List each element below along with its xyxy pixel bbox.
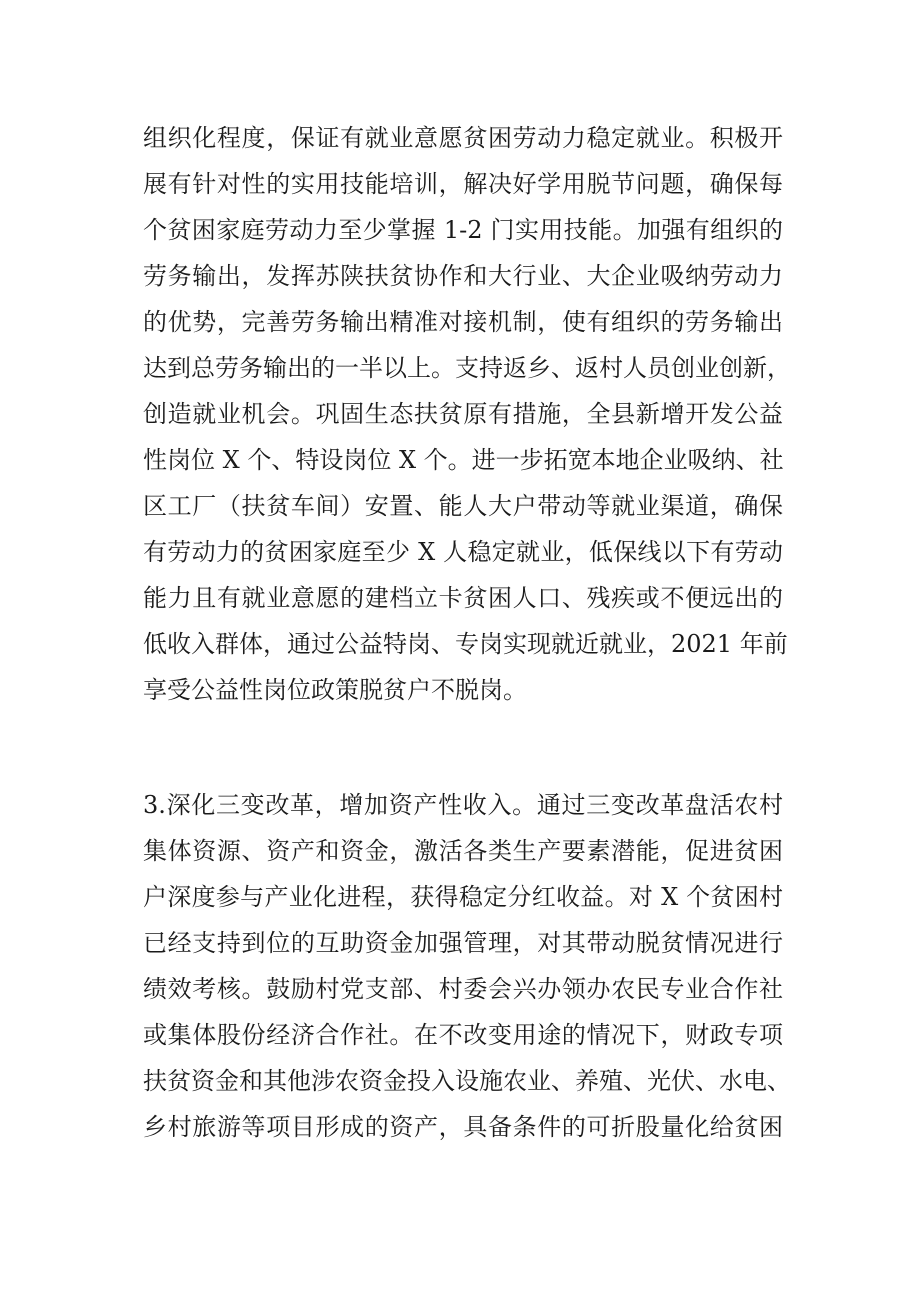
text-line: 能力且有就业意愿的建档立卡贫困人口、残疾或不便远出的	[143, 584, 783, 612]
text-line: 绩效考核。鼓励村党支部、村委会兴办领办农民专业合作社	[143, 975, 783, 1003]
text-line: 扶贫资金和其他涉农资金投入设施农业、养殖、光伏、水电、	[143, 1067, 791, 1095]
text-line: 性岗位 X 个、特设岗位 X 个。进一步拓宽本地企业吸纳、社	[143, 446, 784, 474]
text-line: 创造就业机会。巩固生态扶贫原有措施，全县新增开发公益	[143, 400, 783, 428]
text-line: 有劳动力的贫困家庭至少 X 人稳定就业，低保线以下有劳动	[143, 538, 783, 566]
paragraph-employment	[143, 115, 791, 713]
text-line: 低收入群体，通过公益特岗、专岗实现就近就业，2021 年前	[143, 630, 788, 658]
text-line: 乡村旅游等项目形成的资产，具备条件的可折股量化给贫困	[143, 1113, 783, 1141]
text-line: 或集体股份经济合作社。在不改变用途的情况下，财政专项	[143, 1021, 783, 1049]
text-line: 享受公益性岗位政策脱贫户不脱岗。	[143, 676, 527, 704]
text-line: 劳务输出，发挥苏陕扶贫协作和大行业、大企业吸纳劳动力	[143, 262, 783, 290]
text-line: 达到总劳务输出的一半以上。支持返乡、返村人员创业创新，	[143, 354, 791, 382]
text-line: 展有针对性的实用技能培训，解决好学用脱节问题，确保每	[143, 170, 783, 198]
text-line: 区工厂（扶贫车间）安置、能人大户带动等就业渠道，确保	[143, 492, 783, 520]
text-line: 集体资源、资产和资金，激活各类生产要素潜能，促进贫困	[143, 837, 783, 865]
text-line: 3.深化三变改革，增加资产性收入。通过三变改革盘活农村	[143, 791, 783, 819]
text-line: 组织化程度，保证有就业意愿贫困劳动力稳定就业。积极开	[143, 124, 783, 152]
text-line: 的优势，完善劳务输出精准对接机制，使有组织的劳务输出	[143, 308, 783, 336]
text-line: 已经支持到位的互助资金加强管理，对其带动脱贫情况进行	[143, 929, 783, 957]
paragraph-three-reforms	[143, 782, 791, 1150]
text-line: 个贫困家庭劳动力至少掌握 1-2 门实用技能。加强有组织的	[143, 216, 783, 244]
text-line: 户深度参与产业化进程，获得稳定分红收益。对 X 个贫困村	[143, 883, 783, 911]
